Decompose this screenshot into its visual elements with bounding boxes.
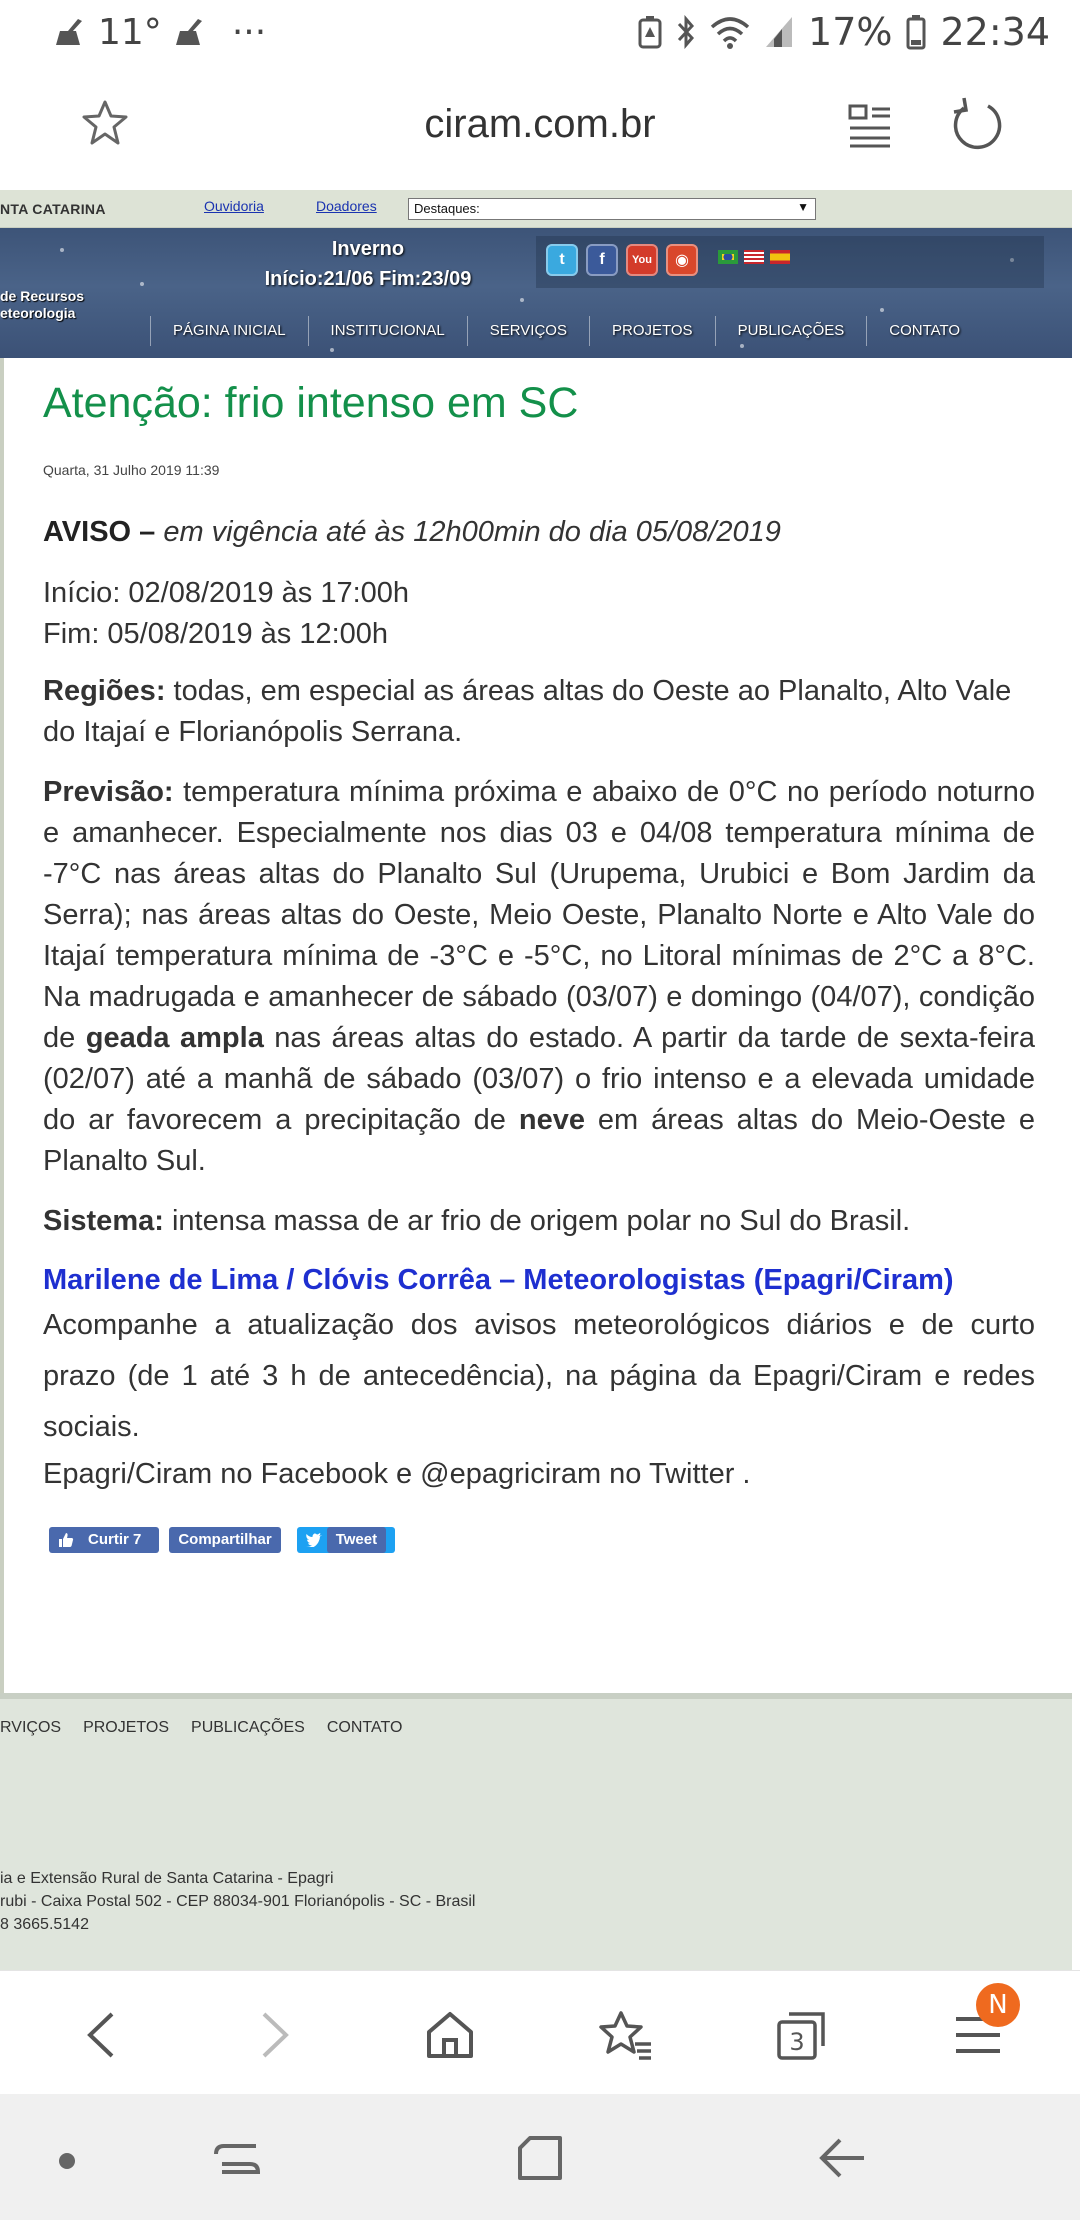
battery-saver-icon xyxy=(638,15,662,49)
footer-address xyxy=(0,1867,475,1936)
flag-brazil-icon[interactable] xyxy=(718,250,738,264)
article xyxy=(43,358,1035,1553)
tweet-button-label: Tweet xyxy=(327,1527,386,1553)
footer-nav-contato[interactable]: CONTATO xyxy=(326,1719,403,1736)
overflow-dots: ··· xyxy=(231,11,267,53)
previsao-text-3: em áreas altas do Meio-Oeste e Planalto Sul. xyxy=(43,1104,1035,1177)
recent-apps-icon[interactable] xyxy=(212,2134,262,2189)
previsao-text-1: temperatura mínima próxima e abaixo de 0°C no período noturno e amanhecer. Especialmente nos dias 03 e 04/08 temperatura mínima de -7°C nas áreas altas do Planalto Sul (Urupema, Urubici e Bom Jardim da Serra); nas áreas altas do Oeste, Meio Oeste, Planalto Norte e Alto Vale do Itajaí temperatura mínima de -3°C e -5°C, no Litoral mínimas de 2°C a 8°C. Na madrugada e amanhecer de sábado (03/07) e domingo (04/07), condição de xyxy=(43,776,1035,1054)
snow-dot xyxy=(60,248,64,252)
rss-icon[interactable]: ◉ xyxy=(666,244,698,276)
footer-nav xyxy=(0,1719,402,1737)
period-paragraph xyxy=(43,573,1035,655)
like-button-label: Curtir 7 xyxy=(79,1527,150,1553)
site-top-strip xyxy=(0,190,1072,228)
fim-text: Fim: 05/08/2019 às 12:00h xyxy=(43,618,389,650)
flag-spain-icon[interactable] xyxy=(770,250,790,264)
site-banner xyxy=(0,228,1072,358)
inicio-text: Início: 02/08/2019 às 17:00h xyxy=(43,577,410,609)
bookmarks-icon[interactable] xyxy=(596,2005,656,2065)
sistema-text: intensa massa de ar frio de origem polar no Sul do Brasil. xyxy=(171,1205,911,1237)
web-page xyxy=(0,190,1072,1970)
snow-dot xyxy=(330,348,334,352)
footer-nav-servicos[interactable]: RVIÇOS xyxy=(0,1719,62,1736)
nav-publicacoes[interactable]: PUBLICAÇÕES xyxy=(715,316,867,346)
footer-address-line-2: rubi - Caixa Postal 502 - CEP 88034-901 Florianópolis - SC - Brasil xyxy=(0,1893,476,1910)
page-edge xyxy=(1072,190,1080,1970)
reload-icon[interactable] xyxy=(950,96,1004,157)
reader-mode-icon[interactable] xyxy=(848,104,892,153)
footer-address-line-3: 8 3665.5142 xyxy=(0,1916,89,1933)
weather-temperature: 11° xyxy=(98,11,162,53)
footer-address-line-1: ia e Extensão Rural de Santa Catarina - Epagri xyxy=(0,1870,334,1887)
org-name xyxy=(0,288,84,322)
home-square-icon[interactable] xyxy=(516,2134,564,2187)
social-links xyxy=(546,244,698,276)
system-back-icon[interactable] xyxy=(818,2134,868,2187)
twitter-icon[interactable]: t xyxy=(546,244,578,276)
browser-url-bar xyxy=(0,64,1080,190)
org-line-1: de Recursos xyxy=(0,288,85,304)
dropdown-arrow-icon: ▼ xyxy=(797,200,809,214)
social-line: Epagri/Ciram no Facebook e @epagriciram no Twitter . xyxy=(43,1458,751,1490)
like-button[interactable] xyxy=(49,1527,159,1553)
system-navigation-bar xyxy=(0,2094,1080,2220)
left-border xyxy=(0,358,4,1888)
home-icon[interactable] xyxy=(420,2005,480,2065)
wifi-icon xyxy=(710,15,750,49)
snow-dot xyxy=(880,308,884,312)
destaques-select[interactable] xyxy=(408,198,816,220)
url-text[interactable]: ciram.com.br xyxy=(424,102,656,146)
previsao-text-2: nas áreas altas do estado. A partir da tarde de sexta-feira (02/07) até a manhã de sábado (03/07) o frio intenso e a elevada umidade do ar favorecem a precipitação de xyxy=(43,1022,1036,1136)
acompanhe-paragraph: Acompanhe a atualização dos avisos meteorológicos diários e de curto prazo (de 1 até 3 h de antecedência), na página da Epagri/Ciram e redes sociais. xyxy=(43,1309,1035,1443)
tabs-count: 3 xyxy=(789,2028,805,2056)
facebook-icon[interactable]: f xyxy=(586,244,618,276)
nav-institucional[interactable]: INSTITUCIONAL xyxy=(308,316,467,346)
language-flags xyxy=(718,250,790,264)
regioes-label: Regiões: xyxy=(43,675,166,707)
sistema-label: Sistema: xyxy=(43,1205,164,1237)
back-icon[interactable] xyxy=(70,2005,130,2065)
previsao-paragraph xyxy=(43,772,1035,1182)
nav-projetos[interactable]: PROJETOS xyxy=(589,316,715,346)
article-date: Quarta, 31 Julho 2019 11:39 xyxy=(43,462,220,478)
site-nav xyxy=(150,316,982,346)
browser-toolbar xyxy=(0,1970,1080,2094)
flag-usa-icon[interactable] xyxy=(744,250,764,264)
notification-badge: N xyxy=(976,1983,1020,2027)
nav-servicos[interactable]: SERVIÇOS xyxy=(467,316,589,346)
previsao-bold-geada: geada ampla xyxy=(85,1022,264,1054)
season-title: Inverno xyxy=(331,238,405,260)
link-doadores[interactable]: Doadores xyxy=(316,198,377,214)
destaques-select-value: Destaques: xyxy=(414,201,480,216)
status-bar xyxy=(0,0,1080,64)
battery-icon xyxy=(906,14,926,50)
thumbs-up-icon xyxy=(58,1532,74,1548)
bluetooth-icon xyxy=(676,15,696,49)
youtube-icon[interactable]: You xyxy=(626,244,658,276)
aviso-label: AVISO – xyxy=(43,516,156,548)
link-ouvidoria[interactable]: Ouvidoria xyxy=(204,198,264,214)
nav-pagina-inicial[interactable]: PÁGINA INICIAL xyxy=(150,316,308,346)
article-title[interactable]: Atenção: frio intenso em SC xyxy=(43,379,579,427)
site-footer xyxy=(0,1693,1072,1970)
share-button[interactable]: Compartilhar xyxy=(169,1527,280,1553)
footer-nav-publicacoes[interactable]: PUBLICAÇÕES xyxy=(191,1719,305,1736)
season-box xyxy=(228,234,508,294)
previsao-label: Previsão: xyxy=(43,776,174,808)
tweet-button[interactable] xyxy=(297,1527,395,1553)
signal-icon xyxy=(764,15,794,49)
regioes-paragraph xyxy=(43,671,1035,753)
nav-contato[interactable]: CONTATO xyxy=(866,316,982,346)
regioes-text: todas, em especial as áreas altas do Oeste ao Planalto, Alto Vale do Itajaí e Florianópolis Serrana. xyxy=(43,675,1012,748)
clock: 22:34 xyxy=(940,10,1050,54)
share-buttons xyxy=(49,1527,1035,1553)
battery-percent: 17% xyxy=(808,10,893,54)
status-left xyxy=(52,12,266,53)
aviso-text: em vigência até às 12h00min do dia 05/08/2019 xyxy=(163,516,781,548)
brush-icon xyxy=(172,17,208,47)
forward-icon[interactable] xyxy=(246,2005,306,2065)
previsao-bold-neve: neve xyxy=(518,1104,585,1136)
twitter-bird-icon xyxy=(306,1533,322,1547)
status-right xyxy=(638,10,1050,54)
sistema-paragraph xyxy=(43,1201,1035,1242)
aviso-paragraph xyxy=(43,512,1035,553)
season-dates: Início:21/06 Fim:23/09 xyxy=(264,268,472,290)
brush-icon xyxy=(52,17,88,47)
tabs-icon[interactable] xyxy=(772,2005,832,2065)
snow-dot xyxy=(520,298,524,302)
authors-line: Marilene de Lima / Clóvis Corrêa – Meteorologistas (Epagri/Ciram) xyxy=(43,1264,954,1296)
site-brand: NTA CATARINA xyxy=(0,201,106,217)
footer-nav-projetos[interactable]: PROJETOS xyxy=(83,1719,170,1736)
dot-icon[interactable] xyxy=(58,2152,76,2175)
snow-dot xyxy=(140,282,144,286)
org-line-2: eteorologia xyxy=(0,305,76,321)
